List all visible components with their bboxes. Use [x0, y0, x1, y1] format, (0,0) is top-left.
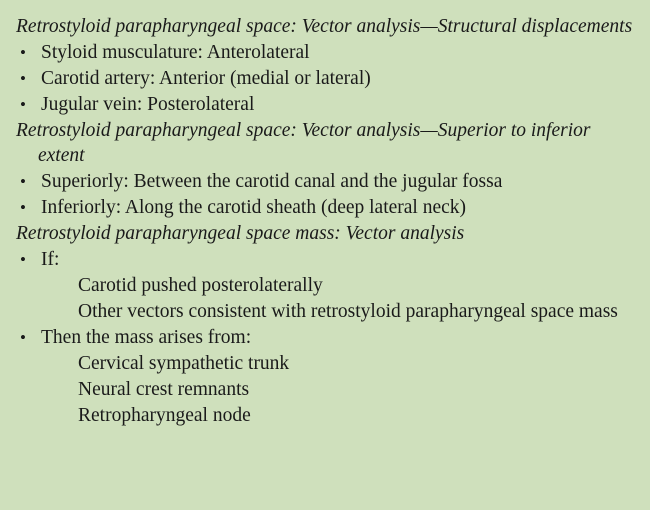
list-item-label: Styloid musculature: Anterolateral	[41, 42, 310, 63]
list-item	[16, 169, 640, 194]
bullet-dot-icon: •	[20, 43, 26, 62]
bullet-dot-icon: •	[20, 198, 26, 217]
list-item-label: Jugular vein: Posterolateral	[41, 94, 255, 115]
bullet-dot-icon: •	[20, 95, 26, 114]
bullet-dot-icon: •	[20, 172, 26, 191]
section-structural-displacements	[16, 14, 640, 117]
list-item	[16, 247, 640, 272]
sub-list-item: Neural crest remnants	[78, 379, 250, 400]
section-superior-inferior-extent	[16, 118, 640, 220]
list-item-label: Then the mass arises from:	[41, 327, 252, 348]
list-item-label: Inferiorly: Along the carotid sheath (deep lateral neck)	[41, 197, 467, 218]
list-item-label: If:	[41, 249, 60, 270]
section-heading: Retrostyloid parapharyngeal space mass: Vector analysis	[16, 223, 465, 244]
sub-list-item: Cervical sympathetic trunk	[78, 353, 290, 374]
list-item	[16, 66, 640, 91]
list-item	[16, 92, 640, 117]
section-heading: Retrostyloid parapharyngeal space: Vector analysis—Superior to inferior extent	[16, 120, 591, 166]
bullet-dot-icon: •	[20, 250, 26, 269]
sub-list-item: Retropharyngeal node	[78, 405, 251, 426]
section-heading: Retrostyloid parapharyngeal space: Vector analysis—Structural displacements	[16, 16, 633, 37]
bullet-dot-icon: •	[20, 69, 26, 88]
list-item	[16, 40, 640, 65]
list-item-label: Carotid artery: Anterior (medial or lateral)	[41, 68, 371, 89]
list-item	[16, 325, 640, 350]
list-item-label: Superiorly: Between the carotid canal and the jugular fossa	[41, 171, 503, 192]
sub-list-item: Other vectors consistent with retrostyloid parapharyngeal space mass	[78, 301, 618, 322]
list-item	[16, 195, 640, 220]
section-mass-vector-analysis	[16, 221, 640, 428]
bullet-dot-icon: •	[20, 328, 26, 347]
sub-list-item: Carotid pushed posterolaterally	[78, 275, 323, 296]
